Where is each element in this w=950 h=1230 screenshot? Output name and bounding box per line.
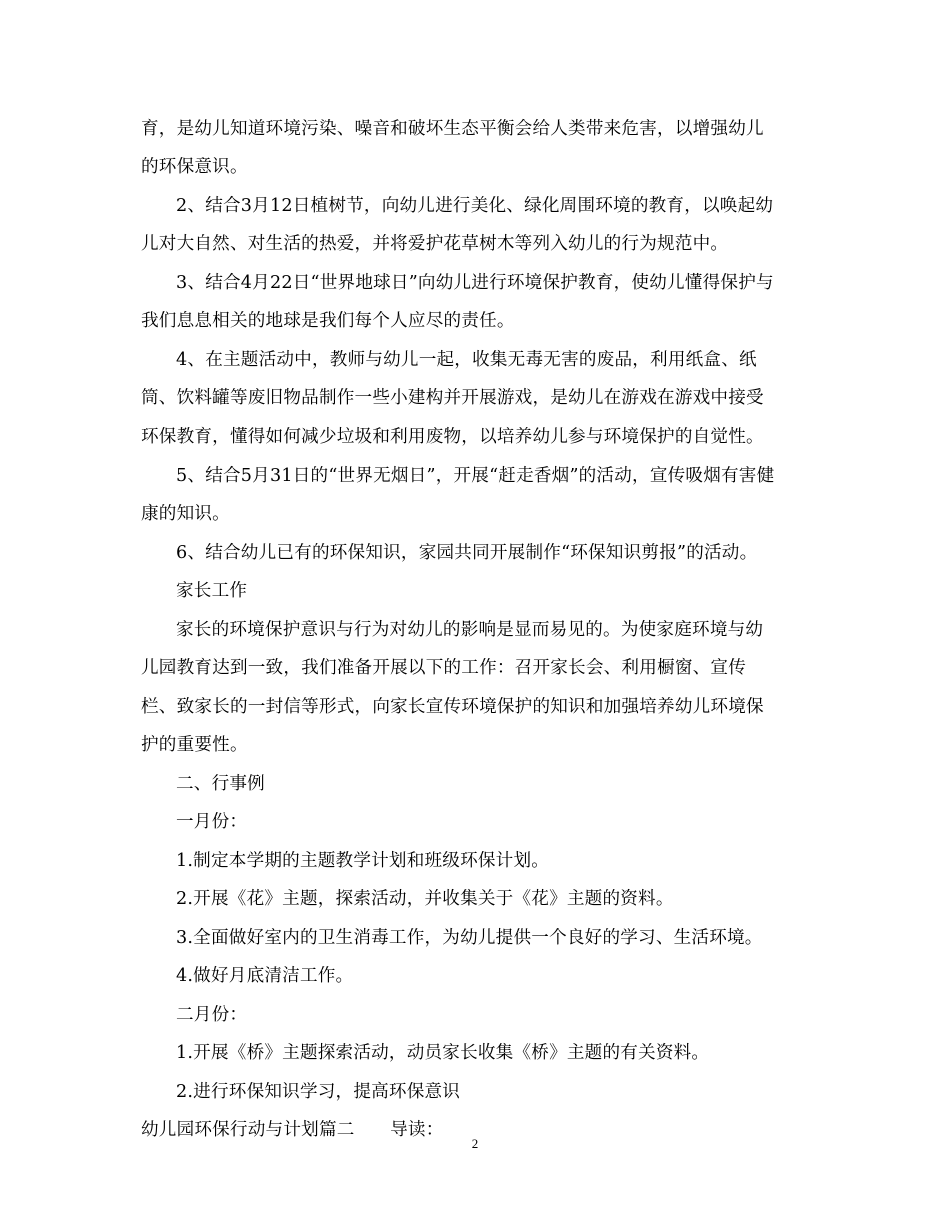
paragraph-line: 儿园教育达到一致，我们准备开展以下的工作：召开家长会、利用橱窗、宣传 (141, 658, 746, 678)
paragraph-line: 家长的环境保护意识与行为对幼儿的影响是显而易见的。为使家庭环境与幼 (176, 620, 764, 640)
section-heading: 家长工作 (176, 581, 248, 601)
paragraph-line: 5、结合5月31日的“世界无烟日”，开展“赶走香烟”的活动，宣传吸烟有害健 (176, 466, 775, 486)
paragraph-line: 6、结合幼儿已有的环保知识，家园共同开展制作“环保知识剪报”的活动。 (176, 543, 758, 563)
paragraph-line: 栏、致家长的一封信等形式，向家长宣传环境保护的知识和加强培养幼儿环境保 (141, 697, 764, 717)
list-item: 4.做好月底清洁工作。 (176, 966, 354, 986)
paragraph-line: 育，是幼儿知道环境污染、噪音和破坏生态平衡会给人类带来危害，以增强幼儿 (141, 119, 764, 139)
paragraph-line: 筒、饮料罐等废旧物品制作一些小建构并开展游戏，是幼儿在游戏在游戏中接受 (141, 388, 764, 408)
section-heading: 二、行事例 (176, 774, 265, 794)
list-item: 2.开展《花》主题，探索活动，并收集关于《花》主题的资料。 (176, 889, 674, 909)
list-item: 3.全面做好室内的卫生消毒工作，为幼儿提供一个良好的学习、生活环境。 (176, 928, 763, 948)
month-heading: 一月份： (176, 812, 248, 832)
paragraph-line: 2、结合3月12日植树节，向幼儿进行美化、绿化周围环境的教育，以唤起幼 (176, 196, 774, 216)
paragraph-line: 的环保意识。 (141, 157, 248, 177)
page-number: 2 (471, 1136, 479, 1151)
list-item: 2.进行环保知识学习，提高环保意识 (176, 1082, 461, 1102)
paragraph-line: 3、结合4月22日“世界地球日”向幼儿进行环境保护教育，使幼儿懂得保护与 (176, 273, 774, 293)
next-article-heading: 幼儿园环保行动与计划篇二 导读： (141, 1120, 444, 1140)
list-item: 1.开展《桥》主题探索活动，动员家长收集《桥》主题的有关资料。 (176, 1043, 710, 1063)
paragraph-line: 我们息息相关的地球是我们每个人应尽的责任。 (141, 311, 515, 331)
paragraph-line: 儿对大自然、对生活的热爱，并将爱护花草树木等列入幼儿的行为规范中。 (141, 234, 729, 254)
paragraph-line: 环保教育，懂得如何减少垃圾和利用废物，以培养幼儿参与环境保护的自觉性。 (141, 427, 764, 447)
paragraph-line: 4、在主题活动中，教师与幼儿一起，收集无毒无害的废品，利用纸盒、纸 (176, 350, 757, 370)
list-item: 1.制定本学期的主题教学计划和班级环保计划。 (176, 851, 550, 871)
month-heading: 二月份： (176, 1005, 248, 1025)
paragraph-line: 护的重要性。 (141, 735, 248, 755)
paragraph-line: 康的知识。 (141, 504, 230, 524)
